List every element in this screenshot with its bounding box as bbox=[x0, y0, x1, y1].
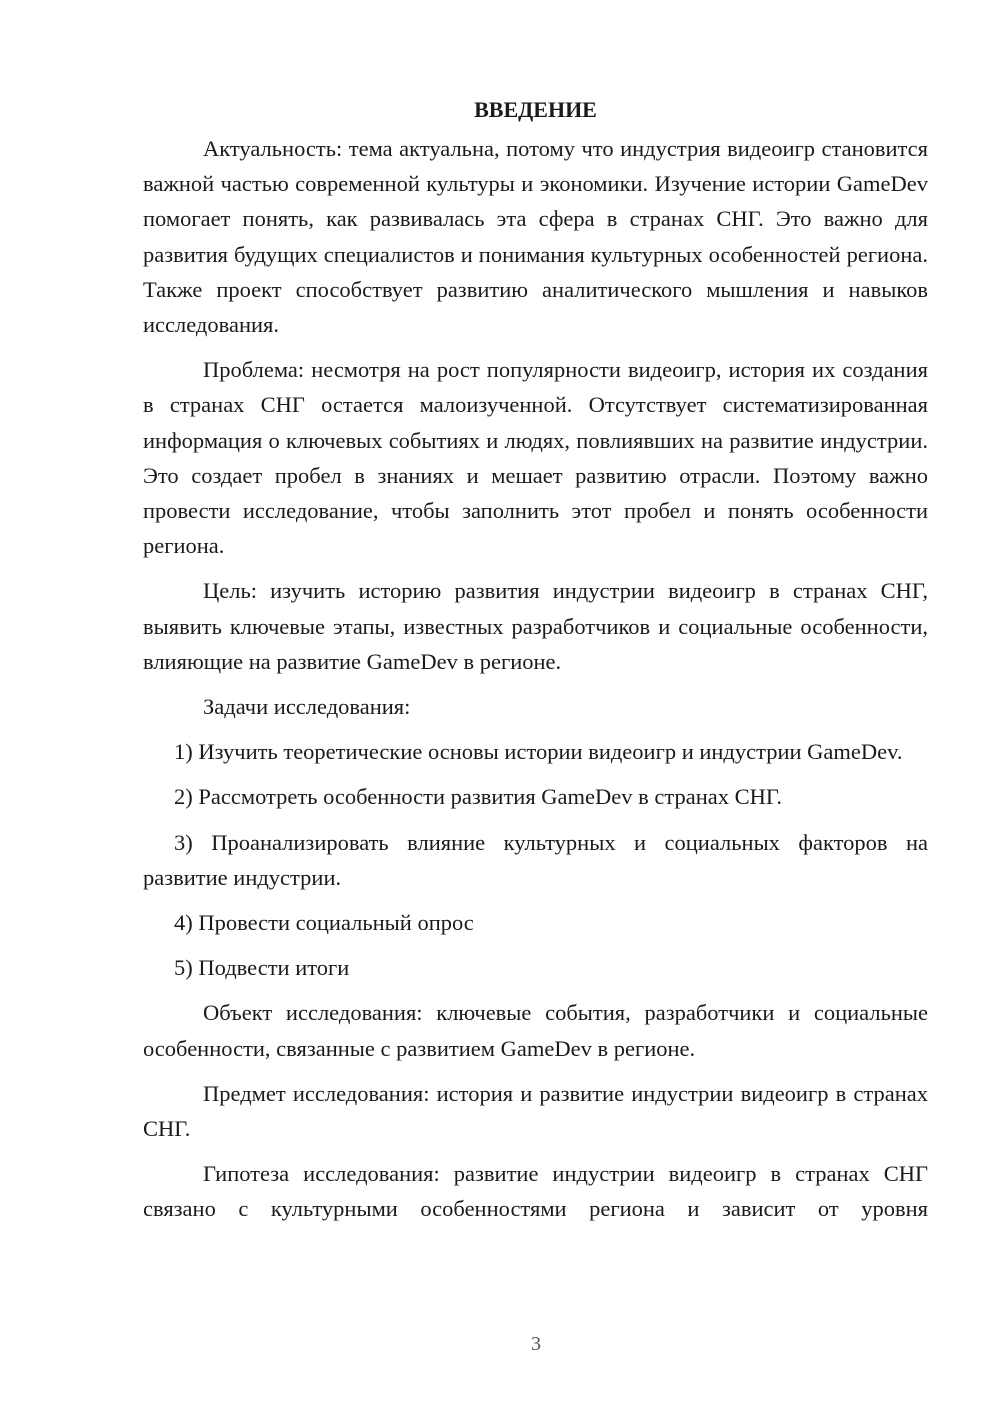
document-page bbox=[143, 92, 928, 1237]
paragraph-goal: Цель: изучить историю развития индустрии видеоигр в странах СНГ, выявить ключевые этапы, известных разработчиков и социальные особенности, влияющие на развитие GameDev в регионе. bbox=[143, 578, 928, 674]
task-item: 1) Изучить теоретические основы истории видеоигр и индустрии GameDev. bbox=[174, 739, 903, 765]
task-item: 3) Проанализировать влияние культурных и социальных факторов на развитие индустрии. bbox=[143, 829, 928, 890]
task-item: 2) Рассмотреть особенности развития GameDev в странах СНГ. bbox=[174, 784, 782, 810]
page-title: ВВЕДЕНИЕ bbox=[474, 97, 597, 122]
paragraph-relevance: Актуальность: тема актуальна, потому что индустрия видеоигр становится важной частью современной культуры и экономики. Изучение истории GameDev помогает понять, как развивалась эта сфера в странах СНГ. Это важно для развития будущих специалистов и понимания культурных особенностей региона. Также проект способствует развитию аналитического мышления и навыков исследования. bbox=[143, 136, 928, 338]
paragraph-hypothesis: Гипотеза исследования: развитие индустрии видеоигр в странах СНГ связано с культурными особенностями региона и зависит от уровня bbox=[143, 1161, 928, 1222]
paragraph-problem: Проблема: несмотря на рост популярности видеоигр, история их создания в странах СНГ остается малоизученной. Отсутствует систематизированная информация о ключевых событиях и людях, повлиявших на развитие индустрии. Это создает пробел в знаниях и мешает развитию отрасли. Поэтому важно провести исследование, чтобы заполнить этот пробел и понять особенности региона. bbox=[143, 357, 928, 559]
paragraph-object: Объект исследования: ключевые события, разработчики и социальные особенности, связанные с развитием GameDev в регионе. bbox=[143, 1000, 928, 1061]
task-item: 5) Подвести итоги bbox=[174, 955, 350, 981]
tasks-heading: Задачи исследования: bbox=[203, 694, 411, 720]
page-number: 3 bbox=[531, 1333, 541, 1355]
task-item: 4) Провести социальный опрос bbox=[174, 910, 474, 936]
paragraph-subject: Предмет исследования: история и развитие индустрии видеоигр в странах СНГ. bbox=[143, 1080, 928, 1142]
